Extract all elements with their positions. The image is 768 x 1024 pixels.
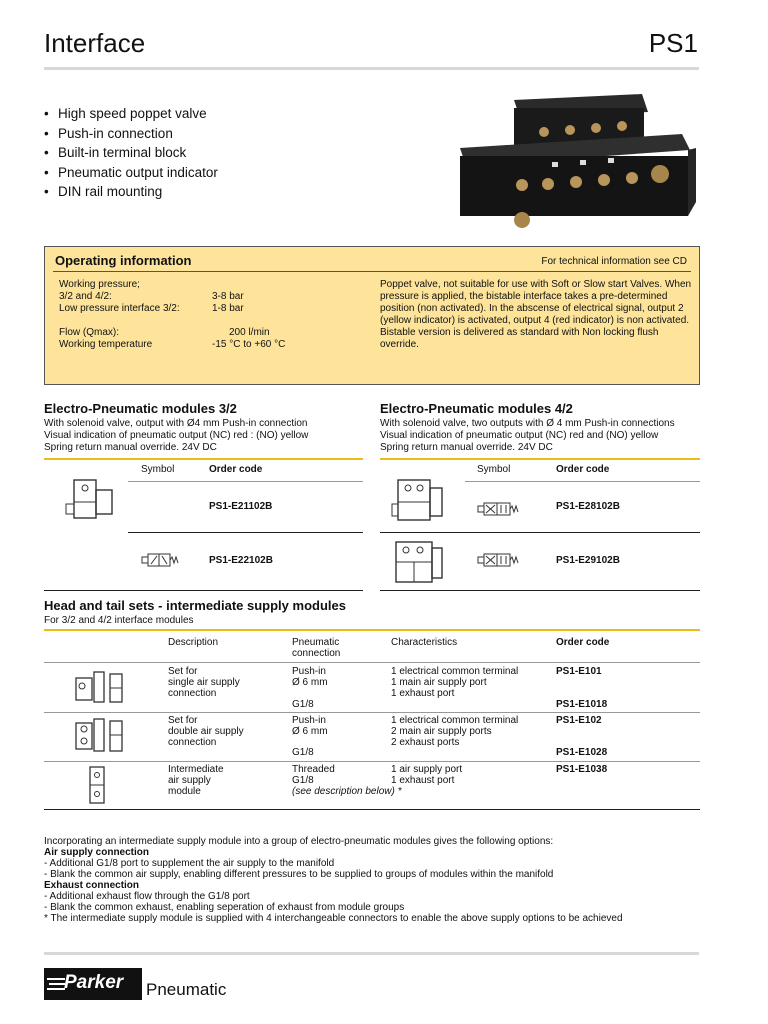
- spec-label: 3/2 and 4/2:: [59, 291, 112, 302]
- column-header-order-code: Order code: [556, 637, 610, 648]
- section-subtitle: For 3/2 and 4/2 interface modules: [44, 615, 194, 626]
- table-divider: [44, 458, 363, 460]
- row-characteristics: [391, 764, 462, 786]
- options-heading: Exhaust connection: [44, 880, 140, 891]
- char-line: 2 main air supply ports: [391, 726, 492, 737]
- table-bottom-rule: [380, 590, 700, 591]
- logo-wordmark: Parker: [64, 972, 124, 993]
- parker-logo: [44, 968, 142, 1000]
- char-line: 1 electrical common terminal: [391, 666, 519, 677]
- spec-row: [59, 291, 319, 303]
- single-supply-set-image: [70, 664, 130, 710]
- order-code: PS1-E101: [556, 666, 602, 677]
- spec-label: Flow (Qmax):: [59, 327, 119, 338]
- order-code: PS1-E22102B: [209, 555, 273, 566]
- options-heading: Air supply connection: [44, 847, 150, 858]
- column-header-order-code: Order code: [556, 464, 610, 475]
- desc-line: Visual indication of pneumatic output (NC) red and (NO) yellow: [380, 430, 659, 441]
- valve-symbol-icon: [474, 549, 522, 571]
- operating-description: Poppet valve, not suitable for use with Soft or Slow start Valves. When pressure is applied, the bistable interface takes a pre-determined position (non activated). In the abscense of electrical signal, output 2 (yellow indicator) is activated, output 4 (red indicator) is non activated. Bistable version is delivered as standard with Non locking flush override.: [380, 279, 692, 350]
- feature-item: • Pneumatic output indicator: [44, 163, 218, 183]
- feature-item: • High speed poppet valve: [44, 104, 218, 124]
- row-description: [168, 715, 244, 748]
- feature-item: • DIN rail mounting: [44, 182, 218, 202]
- desc-line: With solenoid valve, two outputs with Ø 4 mm Push-in connections: [380, 418, 675, 429]
- char-line: 1 air supply port: [391, 764, 463, 775]
- char-line: 1 exhaust port: [391, 775, 455, 786]
- desc-line: Spring return manual override. 24V DC: [44, 442, 217, 453]
- module-42-double-image: [388, 536, 448, 588]
- desc-line: Intermediate: [168, 764, 224, 775]
- pneu-line: G1/8: [292, 775, 314, 786]
- module-42-image: [388, 474, 448, 526]
- pneu-line: Push-in: [292, 715, 326, 726]
- section-title-head-tail: Head and tail sets - intermediate supply modules: [44, 598, 346, 613]
- row-description: [168, 764, 224, 797]
- column-header-symbol: Symbol: [477, 464, 511, 475]
- spec-label: Working temperature: [59, 339, 153, 350]
- spec-row: [59, 303, 319, 315]
- row-description: [168, 666, 240, 699]
- operating-info-divider: [53, 271, 691, 272]
- desc-line: connection: [168, 737, 217, 748]
- section-title-modules-42: Electro-Pneumatic modules 4/2: [380, 401, 573, 416]
- options-line: - Blank the common exhaust, enabling seperation of exhaust from module groups: [44, 902, 405, 913]
- order-code: PS1-E1028: [556, 747, 608, 758]
- row-divider: [44, 761, 700, 762]
- operating-info-panel: [44, 246, 700, 385]
- operating-info-title: Operating information: [55, 253, 192, 268]
- order-code: PS1-E102: [556, 715, 602, 726]
- row-pneumatic: [292, 715, 328, 737]
- desc-line: connection: [168, 688, 217, 699]
- order-code: PS1-E29102B: [556, 555, 620, 566]
- row-divider: [128, 481, 363, 482]
- desc-line: single air supply: [168, 677, 240, 688]
- intermediate-module-image: [82, 763, 112, 807]
- section-desc: [380, 418, 675, 454]
- pneu-note: (see description below) *: [292, 786, 402, 797]
- options-line: - Additional G1/8 port to supplement the air supply to the manifold: [44, 858, 335, 869]
- pneu-line: Push-in: [292, 666, 326, 677]
- char-line: 1 electrical common terminal: [391, 715, 519, 726]
- desc-line: double air supply: [168, 726, 244, 737]
- operating-specs: [59, 279, 319, 351]
- spec-row: [59, 315, 319, 327]
- spec-value: 3-8 bar: [212, 291, 244, 302]
- column-header-order-code: Order code: [209, 464, 263, 475]
- options-line: - Blank the common air supply, enabling different pressures to be supplied to groups of modules within the manifold: [44, 869, 554, 880]
- char-line: 1 exhaust port: [391, 688, 455, 699]
- spec-value: -15 °C to +60 °C: [212, 339, 286, 350]
- row-pneumatic-alt: G1/8: [292, 699, 314, 710]
- table-divider: [44, 629, 700, 631]
- column-header-description: Description: [168, 637, 219, 648]
- row-pneumatic: [292, 764, 402, 797]
- options-footnote: * The intermediate supply module is supplied with 4 interchangeable connectors to enable the above supply options to be achieved: [44, 913, 623, 924]
- feature-item: • Push-in connection: [44, 124, 218, 144]
- options-line: - Additional exhaust flow through the G1/8 port: [44, 891, 250, 902]
- row-divider: [44, 662, 700, 663]
- product-code: PS1: [648, 28, 698, 58]
- section-title-modules-32: Electro-Pneumatic modules 3/2: [44, 401, 237, 416]
- operating-info-note: For technical information see CD: [541, 256, 687, 267]
- spec-label: Working pressure;: [59, 279, 140, 290]
- feature-list: [44, 104, 218, 202]
- char-line: 2 exhaust ports: [391, 737, 460, 748]
- column-header-symbol: Symbol: [141, 464, 175, 475]
- product-photo: [452, 90, 700, 230]
- desc-line: Set for: [168, 715, 198, 726]
- section-desc: [44, 418, 308, 454]
- order-code: PS1-E1038: [556, 764, 608, 775]
- pneu-line: Ø 6 mm: [292, 726, 328, 737]
- footer-divider: [44, 952, 699, 955]
- spec-label: Low pressure interface 3/2:: [59, 303, 180, 314]
- table-bottom-rule: [44, 590, 363, 591]
- row-pneumatic: [292, 666, 328, 688]
- desc-line: Set for: [168, 666, 198, 677]
- spec-row: [59, 279, 319, 291]
- options-text: [44, 836, 704, 924]
- row-divider: [128, 532, 363, 533]
- row-divider: [44, 712, 700, 713]
- spec-value: 200 l/min: [229, 327, 270, 338]
- table-divider: [380, 458, 700, 460]
- valve-symbol-icon: [138, 549, 182, 571]
- spec-row: [59, 327, 319, 339]
- row-characteristics: [391, 715, 518, 748]
- page-title: Interface: [44, 28, 146, 58]
- char-line: 1 main air supply port: [391, 677, 487, 688]
- feature-item: • Built-in terminal block: [44, 143, 218, 163]
- desc-line: air supply: [168, 775, 211, 786]
- valve-symbol-icon: [474, 498, 522, 520]
- row-characteristics: [391, 666, 518, 699]
- options-intro: Incorporating an intermediate supply module into a group of electro-pneumatic modules gives the following options:: [44, 836, 554, 847]
- desc-line: Visual indication of pneumatic output (NC) red : (NO) yellow: [44, 430, 309, 441]
- order-code: PS1-E21102B: [209, 501, 273, 512]
- module-32-image: [60, 474, 120, 524]
- table-bottom-rule: [44, 809, 700, 810]
- header-divider: [44, 67, 699, 70]
- row-pneumatic-alt: G1/8: [292, 747, 314, 758]
- double-supply-set-image: [70, 713, 130, 759]
- desc-line: Spring return manual override. 24V DC: [380, 442, 553, 453]
- desc-line: With solenoid valve, output with Ø4 mm Push-in connection: [44, 418, 308, 429]
- pneu-line: Ø 6 mm: [292, 677, 328, 688]
- pneu-line: Threaded: [292, 764, 335, 775]
- division-name: Pneumatic: [146, 980, 227, 999]
- column-header-characteristics: Characteristics: [391, 637, 458, 648]
- order-code: PS1-E28102B: [556, 501, 620, 512]
- order-code: PS1-E1018: [556, 699, 608, 710]
- spec-row: [59, 339, 319, 351]
- row-divider: [380, 532, 700, 533]
- spec-value: 1-8 bar: [212, 303, 244, 314]
- column-header-pneumatic: Pneumatic connection: [292, 637, 341, 659]
- desc-line: module: [168, 786, 201, 797]
- row-divider: [465, 481, 700, 482]
